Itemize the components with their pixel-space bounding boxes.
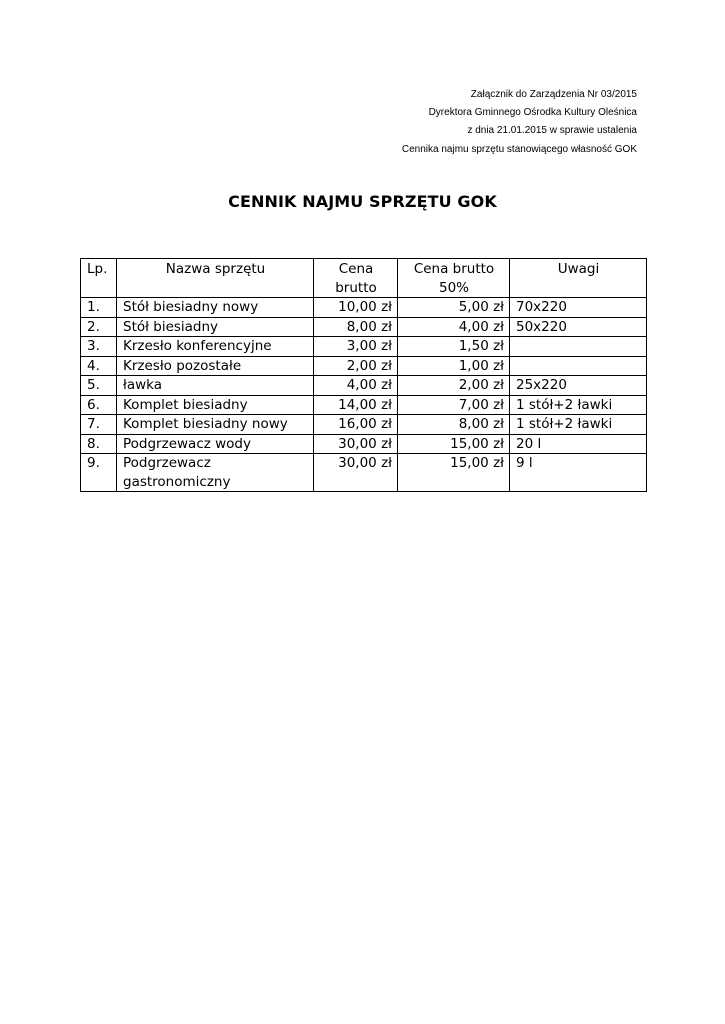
table-row — [81, 337, 647, 357]
cell-item-name: Stół biesiadny nowy — [117, 298, 314, 318]
cell-price: 30,00 zł — [314, 454, 398, 492]
attachment-note — [402, 86, 637, 159]
cell-item-name: Podgrzewacz gastronomiczny — [117, 454, 314, 492]
cell-notes: 9 l — [510, 454, 647, 492]
cell-lp: 6. — [81, 395, 117, 415]
table-row — [81, 317, 647, 337]
cell-price: 2,00 zł — [314, 356, 398, 376]
table-row — [81, 415, 647, 435]
cell-item-name: ławka — [117, 376, 314, 396]
cell-lp: 4. — [81, 356, 117, 376]
cell-price: 3,00 zł — [314, 337, 398, 357]
cell-half-price: 2,00 zł — [398, 376, 510, 396]
cell-half-price: 15,00 zł — [398, 434, 510, 454]
cell-item-name: Krzesło pozostałe — [117, 356, 314, 376]
cell-notes — [510, 337, 647, 357]
cell-notes: 50x220 — [510, 317, 647, 337]
attachment-note-line: Załącznik do Zarządzenia Nr 03/2015 — [470, 89, 637, 100]
header-half-price: Cena brutto 50% — [398, 259, 510, 298]
cell-lp: 9. — [81, 454, 117, 492]
header-notes: Uwagi — [510, 259, 647, 298]
attachment-note-line: Dyrektora Gminnego Ośrodka Kultury Oleśnica — [428, 107, 637, 119]
cell-lp: 7. — [81, 415, 117, 435]
table-row — [81, 376, 647, 396]
cell-price: 30,00 zł — [314, 434, 398, 454]
cell-half-price: 5,00 zł — [398, 298, 510, 318]
cell-lp: 2. — [81, 317, 117, 337]
table-row — [81, 454, 647, 492]
attachment-note-line: z dnia 21.01.2015 w sprawie ustalenia — [467, 125, 637, 137]
attachment-note-line: Cennika najmu sprzętu stanowiącego własność GOK — [401, 143, 637, 155]
cell-price: 16,00 zł — [314, 415, 398, 435]
table-header-row — [81, 259, 647, 298]
table-row — [81, 434, 647, 454]
cell-notes: 1 stół+2 ławki — [510, 415, 647, 435]
cell-item-name: Stół biesiadny — [117, 317, 314, 337]
cell-notes: 1 stół+2 ławki — [510, 395, 647, 415]
cell-item-name: Komplet biesiadny nowy — [117, 415, 314, 435]
header-price: Cena brutto — [314, 259, 398, 298]
header-name: Nazwa sprzętu — [117, 259, 314, 298]
table-row — [81, 395, 647, 415]
header-lp: Lp. — [81, 259, 117, 298]
cell-half-price: 1,50 zł — [398, 337, 510, 357]
cell-price: 8,00 zł — [314, 317, 398, 337]
cell-item-name: Komplet biesiadny — [117, 395, 314, 415]
price-table — [80, 258, 647, 492]
cell-price: 4,00 zł — [314, 376, 398, 396]
cell-half-price: 15,00 zł — [398, 454, 510, 492]
cell-lp: 1. — [81, 298, 117, 318]
table-body — [81, 298, 647, 492]
cell-notes: 70x220 — [510, 298, 647, 318]
cell-item-name: Podgrzewacz wody — [117, 434, 314, 454]
document-title: CENNIK NAJMU SPRZĘTU GOK — [228, 192, 497, 211]
table-row — [81, 298, 647, 318]
cell-price: 14,00 zł — [314, 395, 398, 415]
cell-item-name: Krzesło konferencyjne — [117, 337, 314, 357]
cell-half-price: 8,00 zł — [398, 415, 510, 435]
cell-lp: 3. — [81, 337, 117, 357]
cell-half-price: 1,00 zł — [398, 356, 510, 376]
cell-notes: 25x220 — [510, 376, 647, 396]
cell-lp: 8. — [81, 434, 117, 454]
cell-half-price: 4,00 zł — [398, 317, 510, 337]
cell-half-price: 7,00 zł — [398, 395, 510, 415]
cell-notes: 20 l — [510, 434, 647, 454]
cell-price: 10,00 zł — [314, 298, 398, 318]
cell-lp: 5. — [81, 376, 117, 396]
cell-notes — [510, 356, 647, 376]
table-row — [81, 356, 647, 376]
